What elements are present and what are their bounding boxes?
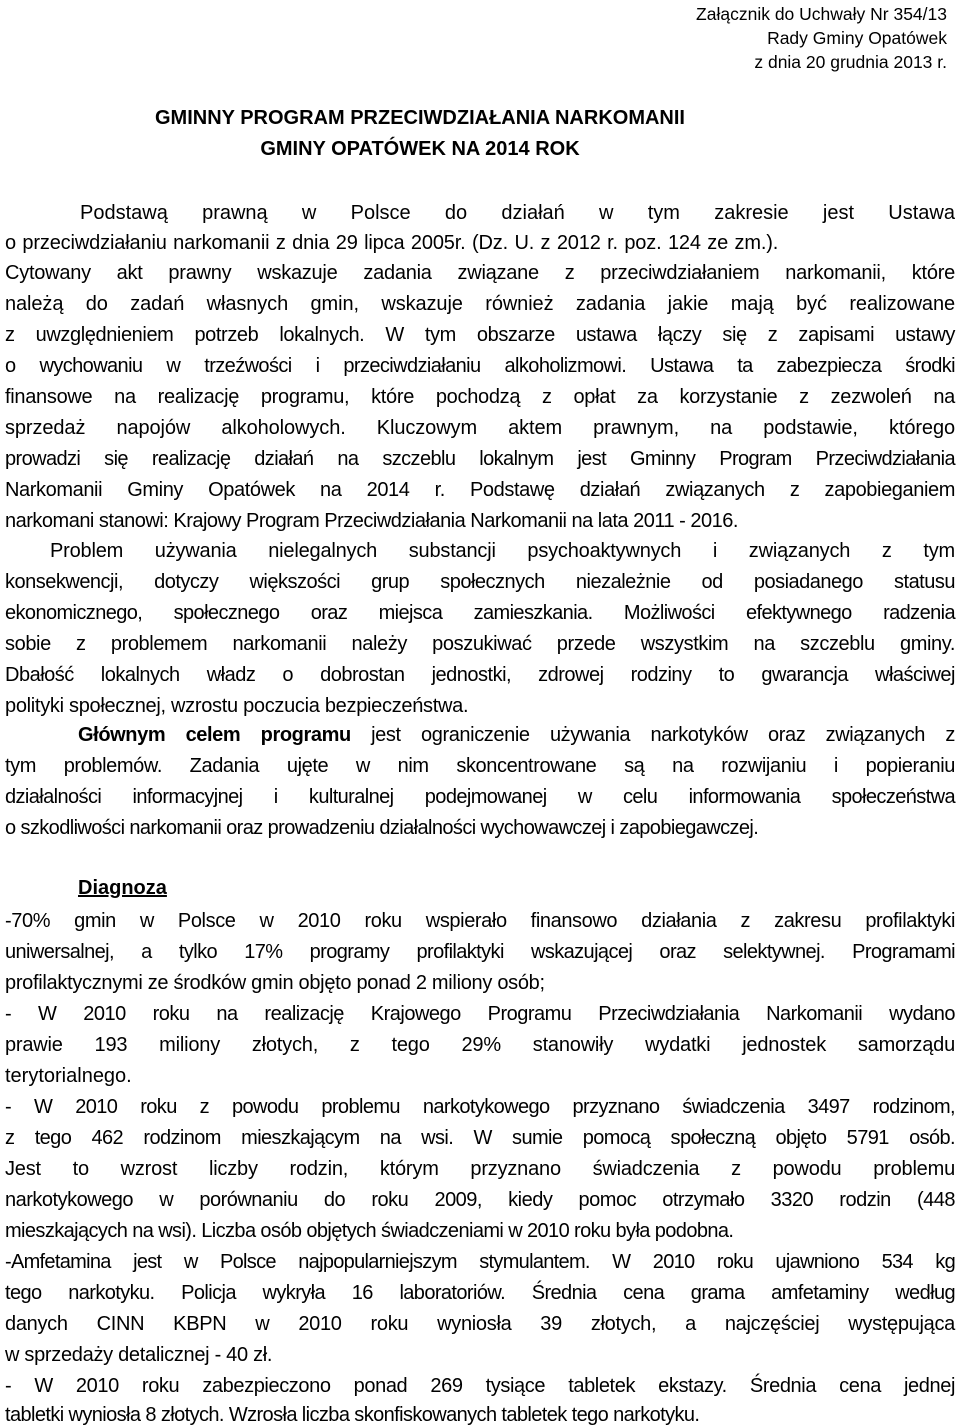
attachment-header bbox=[527, 2, 947, 74]
paragraph-line: -70% gmin w Polsce w 2010 roku wspierało finansowo działania z zakresu profilaktyki bbox=[5, 910, 955, 932]
paragraph-line: Cytowany akt prawny wskazuje zadania związane z przeciwdziałaniem narkomanii, które bbox=[5, 262, 955, 284]
paragraph-line: prawie 193 miliony złotych, z tego 29% stanowiły wydatki jednostek samorządu bbox=[5, 1034, 955, 1056]
attachment-header-line: Załącznik do Uchwały Nr 354/13 bbox=[696, 4, 947, 24]
paragraph-line: - W 2010 roku z powodu problemu narkotykowego przyznano świadczenia 3497 rodzinom, bbox=[5, 1096, 955, 1118]
attachment-header-line: Rady Gminy Opatówek bbox=[767, 28, 947, 48]
paragraph-line: narkomani stanowi: Krajowy Program Przeciwdziałania Narkomanii na lata 2011 - 2016. bbox=[5, 510, 738, 532]
paragraph-line: Narkomanii Gminy Opatówek na 2014 r. Podstawę działań związanych z zapobieganiem bbox=[5, 479, 955, 501]
document-title bbox=[0, 103, 840, 165]
paragraph-line: finansowe na realizację programu, które pochodzą z opłat za korzystanie z zezwoleń na bbox=[5, 386, 955, 408]
document-title-line: GMINY OPATÓWEK NA 2014 ROK bbox=[260, 138, 580, 160]
paragraph-line: tego narkotyku. Policja wykryła 16 laboratoriów. Średnia cena grama amfetaminy według bbox=[5, 1282, 955, 1304]
paragraph-line: o przeciwdziałaniu narkomanii z dnia 29 lipca 2005r. (Dz. U. z 2012 r. poz. 124 ze zm.). bbox=[5, 232, 779, 254]
goal-emphasis: Głównym celem programu bbox=[78, 724, 351, 746]
paragraph-line: ekonomicznego, społecznego oraz miejsca zamieszkania. Możliwości efektywnego radzenia bbox=[5, 602, 955, 624]
paragraph-line: narkotykowego w porównaniu do roku 2009, kiedy pomoc otrzymało 3320 rodzin (448 bbox=[5, 1189, 955, 1211]
paragraph-line: danych CINN KBPN w 2010 roku wyniosła 39 złotych, a najczęściej występująca bbox=[5, 1313, 955, 1335]
paragraph-line: sprzedaż napojów alkoholowych. Kluczowym aktem prawnym, na podstawie, którego bbox=[5, 417, 955, 439]
paragraph-line: należą do zadań własnych gmin, wskazuje również zadania jakie mają być realizowane bbox=[5, 293, 955, 315]
paragraph-line: -Amfetamina jest w Polsce najpopularniejszym stymulantem. W 2010 roku ujawniono 534 kg bbox=[5, 1251, 955, 1273]
paragraph-line: profilaktycznymi ze środków gmin objęto ponad 2 miliony osób; bbox=[5, 972, 545, 994]
goal-text: jest ograniczenie używania narkotyków oraz związanych z bbox=[350, 724, 955, 746]
paragraph-line: uniwersalnej, a tylko 17% programy profilaktyki wskazującej oraz selektywnej. Programami bbox=[5, 941, 955, 963]
paragraph-line: tym problemów. Zadania ujęte w nim skoncentrowane są na rozwijaniu i popieraniu bbox=[5, 755, 955, 777]
paragraph-line: - W 2010 roku na realizację Krajowego Programu Przeciwdziałania Narkomanii wydano bbox=[5, 1003, 955, 1025]
paragraph-line bbox=[78, 722, 955, 748]
document-title-line: GMINNY PROGRAM PRZECIWDZIAŁANIA NARKOMANII bbox=[155, 107, 685, 129]
paragraph-line: z uwzględnieniem potrzeb lokalnych. W tym obszarze ustawa łączy się z zapisami ustawy bbox=[5, 324, 955, 346]
paragraph-line: polityki społecznej, wzrostu poczucia bezpieczeństwa. bbox=[5, 695, 469, 717]
paragraph-line: sobie z problemem narkomanii należy poszukiwać przede wszystkim na szczeblu gminy. bbox=[5, 633, 955, 655]
paragraph-line: o szkodliwości narkomanii oraz prowadzeniu działalności wychowawczej i zapobiegawczej. bbox=[5, 817, 759, 839]
paragraph-line: Jest to wzrost liczby rodzin, którym przyznano świadczenia z powodu problemu bbox=[5, 1158, 955, 1180]
attachment-header-line: z dnia 20 grudnia 2013 r. bbox=[754, 52, 947, 72]
paragraph-line: o wychowaniu w trzeźwości i przeciwdziałaniu alkoholizmowi. Ustawa ta zabezpiecza środki bbox=[5, 355, 955, 377]
paragraph-line: tabletki wyniosła 8 złotych. Wzrosła liczba skonfiskowanych tabletek tego narkotyku. bbox=[5, 1404, 700, 1426]
paragraph-line: Problem używania nielegalnych substancji psychoaktywnych i związanych z tym bbox=[50, 540, 955, 562]
paragraph-line: konsekwencji, dotyczy większości grup społecznych niezależnie od posiadanego statusu bbox=[5, 571, 955, 593]
paragraph-line: Dbałość lokalnych władz o dobrostan jednostki, zdrowej rodziny to gwarancja właściwej bbox=[5, 664, 955, 686]
paragraph-line: Podstawą prawną w Polsce do działań w tym zakresie jest Ustawa bbox=[80, 202, 955, 224]
paragraph-line: terytorialnego. bbox=[5, 1065, 132, 1087]
paragraph-line: działalności informacyjnej i kulturalnej podejmowanej w celu informowania społeczeństwa bbox=[5, 786, 955, 808]
paragraph-line: mieszkających na wsi). Liczba osób objętych świadczeniami w 2010 roku była podobna. bbox=[5, 1220, 734, 1242]
paragraph-line: z tego 462 rodzinom mieszkającym na wsi. W sumie pomocą społeczną objęto 5791 osób. bbox=[5, 1127, 955, 1149]
paragraph-line: - W 2010 roku zabezpieczono ponad 269 tysiące tabletek ekstazy. Średnia cena jednej bbox=[5, 1375, 955, 1397]
diagnosis-heading: Diagnoza bbox=[78, 877, 167, 899]
paragraph-line: prowadzi się realizację działań na szczeblu lokalnym jest Gminny Program Przeciwdziałania bbox=[5, 448, 955, 470]
paragraph-line: w sprzedaży detalicznej - 40 zł. bbox=[5, 1344, 273, 1366]
